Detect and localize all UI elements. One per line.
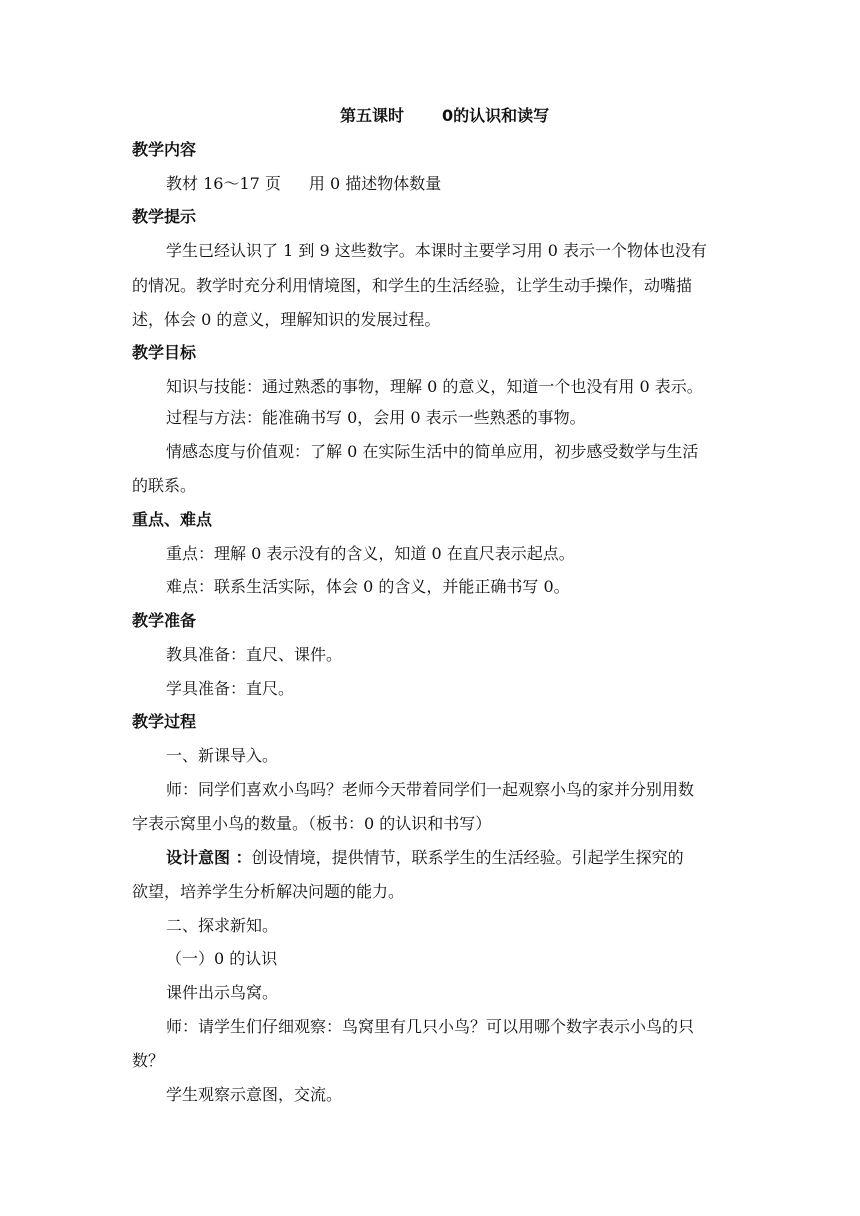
goal-line-4: 的联系。 — [132, 476, 197, 495]
process-line-1: 一、新课导入。 — [166, 746, 279, 765]
key-line-2: 难点：联系生活实际，体会 0 的含义，并能正确书写 0。 — [166, 577, 570, 596]
process-line-8: 课件出示鸟窝。 — [166, 983, 279, 1002]
content-line — [166, 173, 441, 195]
process-line-9: 师：请学生们仔细观察：鸟窝里有几只小鸟？可以用哪个数字表示小鸟的只 — [166, 1017, 695, 1036]
heading-goal: 教学目标 — [132, 343, 197, 362]
hint-line-1: 学生已经认识了 1 到 9 这些数字。本课时主要学习用 0 表示一个物体也没有 — [166, 241, 708, 260]
lesson-title — [340, 105, 549, 127]
design-intent-label: 设计意图 ： — [166, 848, 252, 867]
process-line-7: （一）0 的认识 — [166, 949, 278, 968]
process-line-2: 师：同学们喜欢小鸟吗？老师今天带着同学们一起观察小鸟的家并分别用数 — [166, 780, 695, 799]
design-intent-line — [166, 847, 684, 869]
textbook-pages: 教材 16～17 页 — [166, 174, 281, 193]
content-topic: 用 0 描述物体数量 — [308, 174, 442, 193]
hint-line-2: 的情况。教学时充分利用情境图，和学生的生活经验，让学生动手操作，动嘴描 — [132, 276, 693, 295]
process-line-10: 数？ — [132, 1051, 165, 1070]
goal-line-1: 知识与技能：通过熟悉的事物，理解 0 的意义，知道一个也没有用 0 表示。 — [166, 377, 703, 396]
heading-hint: 教学提示 — [132, 207, 197, 226]
heading-prep: 教学准备 — [132, 611, 197, 630]
heading-content: 教学内容 — [132, 140, 197, 159]
hint-line-3: 述，体会 0 的意义，理解知识的发展过程。 — [132, 310, 441, 329]
lesson-topic: 0的认识和读写 — [442, 106, 550, 125]
heading-key: 重点、难点 — [132, 510, 213, 529]
design-intent-text: 创设情境，提供情节，联系学生的生活经验。引起学生探究的 — [251, 848, 684, 867]
key-line-1: 重点：理解 0 表示没有的含义，知道 0 在直尺表示起点。 — [166, 544, 575, 563]
process-line-11: 学生观察示意图，交流。 — [166, 1085, 343, 1104]
prep-line-2: 学具准备：直尺。 — [166, 679, 295, 698]
lesson-number: 第五课时 — [340, 106, 405, 125]
process-line-5: 欲望，培养学生分析解决问题的能力。 — [132, 882, 405, 901]
process-line-6: 二、探求新知。 — [166, 916, 279, 935]
goal-line-2: 过程与方法：能准确书写 0，会用 0 表示一些熟悉的事物。 — [166, 408, 586, 427]
heading-process: 教学过程 — [132, 712, 197, 731]
prep-line-1: 教具准备：直尺、课件。 — [166, 645, 343, 664]
process-line-3: 字表示窝里小鸟的数量。（板书：0 的认识和书写） — [132, 814, 492, 833]
goal-line-3: 情感态度与价值观：了解 0 在实际生活中的简单应用，初步感受数学与生活 — [166, 442, 699, 461]
